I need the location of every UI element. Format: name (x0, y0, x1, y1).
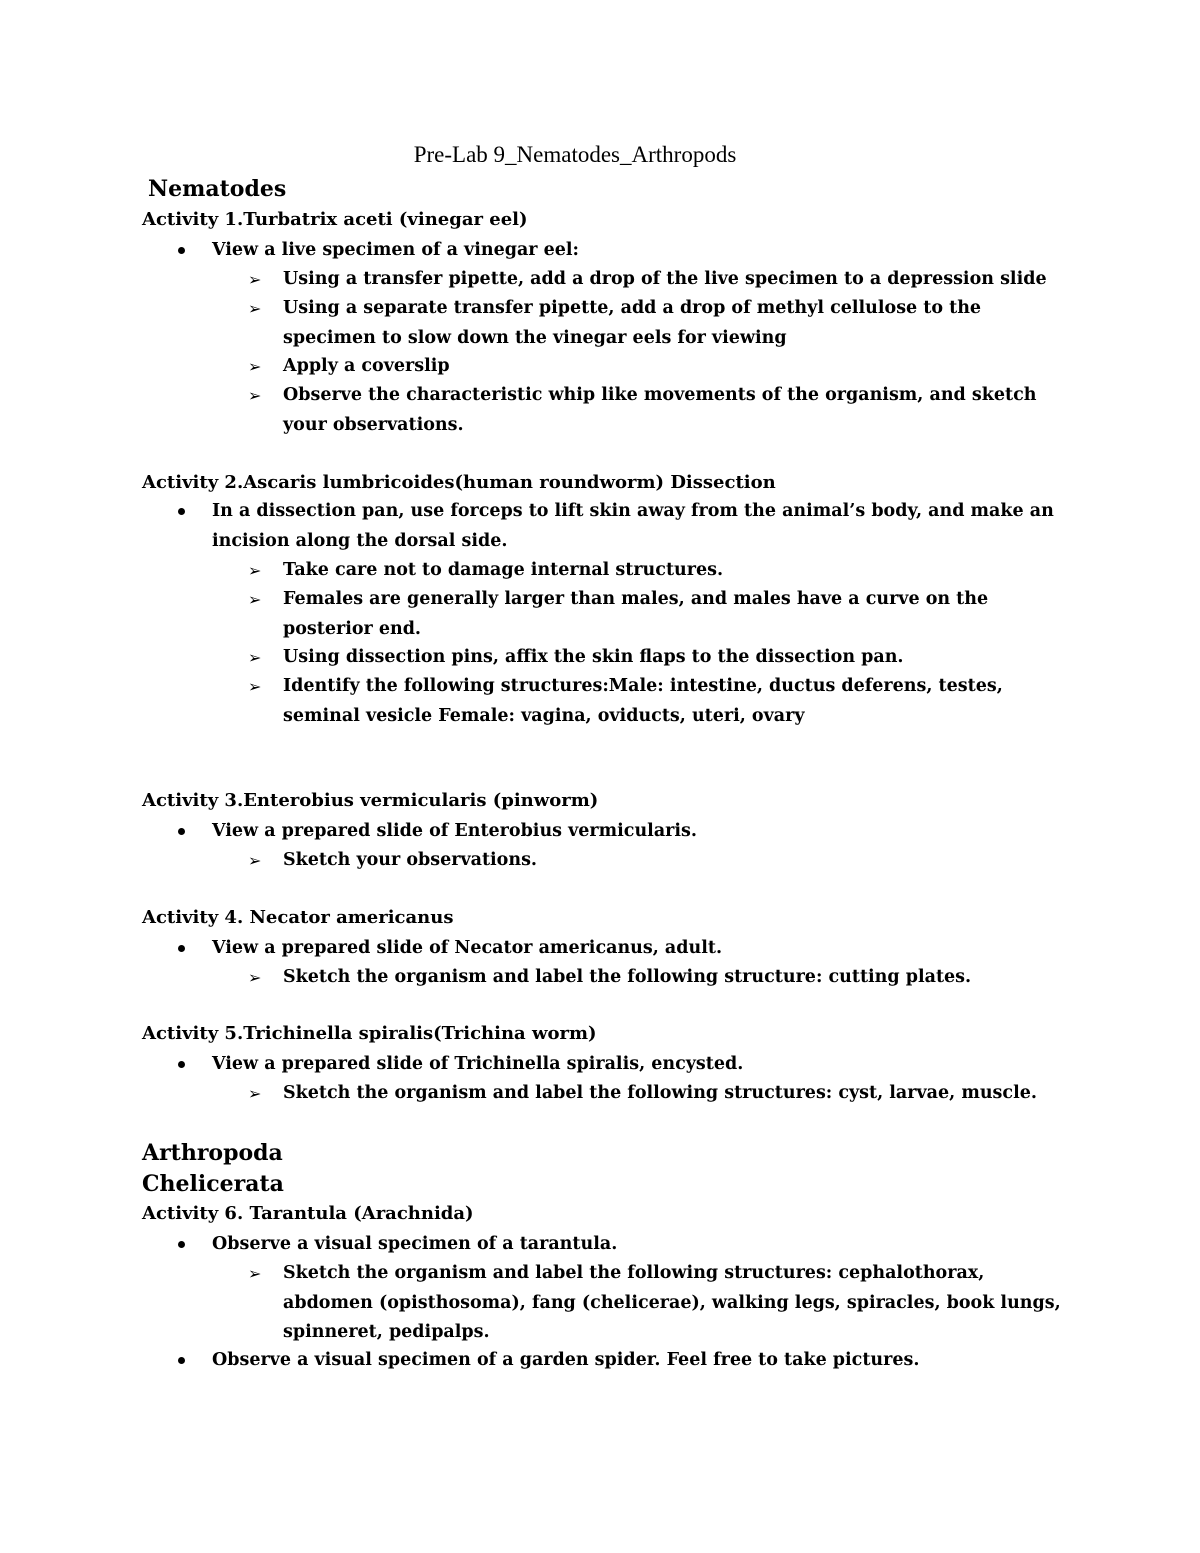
arrowhead-bullet-icon: ➢ (248, 677, 262, 696)
activity-2-step-3: ➢ Using dissection pins, affix the skin flaps to the dissection pan. (283, 643, 1063, 673)
arrowhead-bullet-icon: ➢ (248, 968, 262, 987)
activity-1-step-2: ➢ Using a separate transfer pipette, add a drop of methyl cellulose to the specimen to slow down the vinegar eels for viewing (283, 294, 1063, 353)
section-heading-nematodes: Nematodes (148, 176, 287, 202)
activity-1-step-4: ➢ Observe the characteristic whip like movements of the organism, and sketch your observations. (283, 381, 1063, 440)
activity-1-title: Activity 1.Turbatrix aceti (vinegar eel) (142, 209, 528, 230)
arrowhead-bullet-icon: ➢ (248, 561, 262, 580)
activity-6-bullet-1: Observe a visual specimen of a tarantula. (212, 1230, 1072, 1260)
section-heading-arthropoda: Arthropoda (142, 1140, 283, 1166)
activity-6-bullet-2: Observe a visual specimen of a garden spider. Feel free to take pictures. (212, 1346, 1072, 1376)
activity-2-step-4: ➢ Identify the following structures:Male: intestine, ductus deferens, testes, seminal vesicle Female: vagina, oviducts, uteri, ovary (283, 672, 1063, 731)
activity-1-step-3: ➢ Apply a coverslip (283, 352, 1063, 382)
arrowhead-bullet-icon: ➢ (248, 1084, 262, 1103)
activity-1-bullet-1: View a live specimen of a vinegar eel: (212, 236, 1072, 266)
activity-3-bullet-1: View a prepared slide of Enterobius vermicularis. (212, 817, 1072, 847)
activity-6-title: Activity 6. Tarantula (Arachnida) (142, 1203, 474, 1224)
activity-4-step-1: ➢ Sketch the organism and label the following structure: cutting plates. (283, 963, 1063, 993)
activity-4-title: Activity 4. Necator americanus (142, 907, 454, 928)
activity-5-title: Activity 5.Trichinella spiralis(Trichina worm) (142, 1023, 597, 1044)
arrowhead-bullet-icon: ➢ (248, 299, 262, 318)
activity-5-step-1: ➢ Sketch the organism and label the following structures: cyst, larvae, muscle. (283, 1079, 1063, 1109)
activity-6-step-1: ➢ Sketch the organism and label the following structures: cephalothorax, abdomen (opisthosoma), fang (chelicerae), walking legs, spiracles, book lungs, spinneret, pedipalps. (283, 1259, 1063, 1348)
arrowhead-bullet-icon: ➢ (248, 386, 262, 405)
activity-3-title: Activity 3.Enterobius vermicularis (pinworm) (142, 790, 599, 811)
page-title: Pre-Lab 9_Nematodes_Arthropods (413, 142, 737, 167)
subsection-heading-chelicerata: Chelicerata (142, 1171, 284, 1197)
activity-2-title: Activity 2.Ascaris lumbricoides(human roundworm) Dissection (142, 472, 776, 493)
arrowhead-bullet-icon: ➢ (248, 648, 262, 667)
activity-2-bullet-1: In a dissection pan, use forceps to lift skin away from the animal’s body, and make an incision along the dorsal side. (212, 497, 1072, 556)
activity-5-bullet-1: View a prepared slide of Trichinella spiralis, encysted. (212, 1050, 1072, 1080)
arrowhead-bullet-icon: ➢ (248, 357, 262, 376)
activity-1-step-1: ➢ Using a transfer pipette, add a drop of the live specimen to a depression slide (283, 265, 1063, 295)
activity-3-step-1: ➢ Sketch your observations. (283, 846, 1063, 876)
activity-2-step-1: ➢ Take care not to damage internal structures. (283, 556, 1063, 586)
arrowhead-bullet-icon: ➢ (248, 851, 262, 870)
activity-4-bullet-1: View a prepared slide of Necator americanus, adult. (212, 934, 1072, 964)
arrowhead-bullet-icon: ➢ (248, 270, 262, 289)
activity-2-step-2: ➢ Females are generally larger than males, and males have a curve on the posterior end. (283, 585, 1063, 644)
arrowhead-bullet-icon: ➢ (248, 1264, 262, 1283)
arrowhead-bullet-icon: ➢ (248, 590, 262, 609)
